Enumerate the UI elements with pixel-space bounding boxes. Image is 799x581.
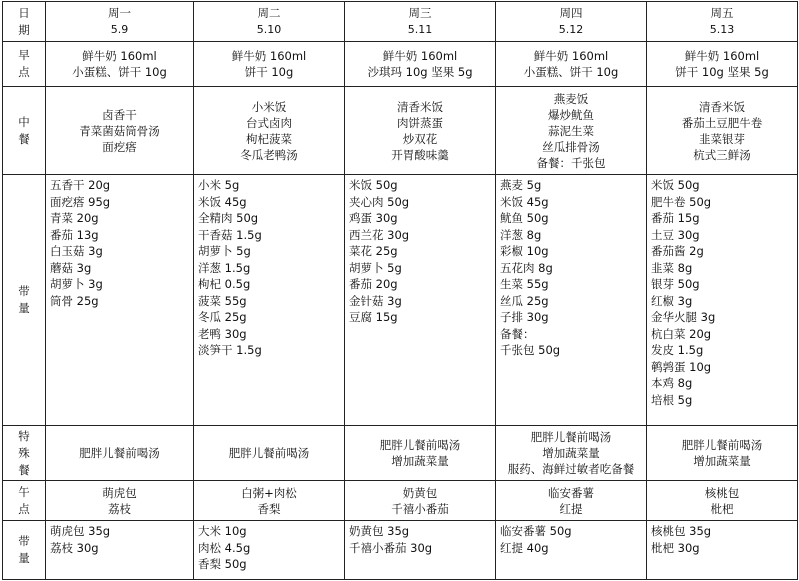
line-item: 沙琪玛 10g 坚果 5g bbox=[367, 65, 473, 79]
line-item: 白玉菇 3g bbox=[50, 244, 103, 258]
ingredients-row bbox=[3, 175, 798, 426]
breakfast-row bbox=[3, 42, 798, 87]
line-item: 千张包 50g bbox=[500, 343, 561, 357]
special-cell bbox=[496, 426, 647, 481]
row-label-date bbox=[3, 2, 46, 42]
line-item: 青菜菌菇筒骨汤 bbox=[79, 123, 160, 138]
snack-ingredients-cell bbox=[194, 521, 345, 580]
day-header bbox=[496, 2, 647, 42]
breakfast-cell bbox=[46, 42, 194, 87]
line-item: 核桃包 35g bbox=[651, 524, 712, 538]
special-cell bbox=[194, 426, 345, 481]
lunch-row bbox=[3, 87, 798, 175]
weekly-menu-table bbox=[2, 1, 798, 580]
line-item: 饼干 10g bbox=[244, 65, 294, 79]
line-item: 生菜 55g bbox=[500, 277, 549, 291]
line-item: 培根 5g bbox=[651, 392, 693, 407]
line-item: 杭白菜 20g bbox=[651, 326, 712, 341]
line-item: 鸡蛋 30g bbox=[349, 211, 398, 225]
day-name: 周四 bbox=[559, 6, 583, 20]
line-item: 早 bbox=[18, 48, 30, 62]
snack-cell bbox=[647, 481, 798, 521]
line-item: 香梨 bbox=[257, 501, 281, 516]
line-item: 清香米饭 bbox=[699, 99, 745, 114]
line-item: 鲜牛奶 160ml bbox=[533, 49, 609, 63]
line-item: 菜花 25g bbox=[349, 244, 398, 258]
line-item: 青菜 20g bbox=[50, 211, 99, 225]
breakfast-cell bbox=[496, 42, 647, 87]
day-date: 5.11 bbox=[407, 23, 433, 36]
line-item: 奶黄包 35g bbox=[349, 524, 410, 538]
line-item: 全精肉 50g bbox=[198, 211, 259, 225]
line-item: 夹心肉 50g bbox=[349, 194, 410, 209]
day-name: 周五 bbox=[710, 6, 734, 20]
ingredients-cell bbox=[647, 175, 798, 426]
day-date: 5.13 bbox=[709, 23, 735, 36]
line-item: 番茄土豆肥牛卷 bbox=[681, 115, 763, 130]
row-label-snack bbox=[3, 481, 46, 521]
line-item: 燕麦 5g bbox=[500, 178, 542, 192]
line-item: 土豆 30g bbox=[651, 227, 700, 242]
line-item: 发皮 1.5g bbox=[651, 343, 704, 357]
line-item: 期 bbox=[18, 22, 30, 37]
line-item: 胡萝卜 5g bbox=[349, 260, 402, 275]
line-item: 肥胖儿餐前喝汤 bbox=[379, 438, 461, 452]
line-item: 大米 10g bbox=[198, 524, 247, 538]
line-item: 小米 5g bbox=[198, 178, 240, 192]
line-item: 临安番薯 bbox=[548, 485, 594, 500]
line-item: 小蛋糕、饼干 10g bbox=[72, 65, 167, 79]
line-item: 殊 bbox=[18, 445, 30, 460]
line-item: 饼干 10g 坚果 5g bbox=[675, 65, 769, 79]
line-item: 增加蔬菜量 bbox=[693, 454, 751, 468]
breakfast-cell bbox=[345, 42, 496, 87]
lunch-cell bbox=[345, 87, 496, 175]
line-item: 银芽 50g bbox=[651, 277, 700, 291]
line-item: 千禧小番茄 bbox=[391, 501, 449, 516]
line-item: 金华火腿 3g bbox=[651, 310, 716, 324]
line-item: 彩椒 10g bbox=[500, 244, 549, 258]
line-item: 临安番薯 50g bbox=[500, 524, 572, 538]
line-item: 香梨 50g bbox=[198, 557, 247, 571]
line-item: 增加蔬菜量 bbox=[391, 454, 449, 468]
line-item: 洋葱 1.5g bbox=[198, 260, 251, 275]
line-item: 杭式三鲜汤 bbox=[693, 147, 751, 162]
row-label-breakfast bbox=[3, 42, 46, 87]
snack-ingredients-row bbox=[3, 521, 798, 580]
line-item: 淡笋干 1.5g bbox=[198, 343, 262, 357]
line-item: 鲜牛奶 160ml bbox=[231, 49, 307, 63]
line-item: 洋葱 8g bbox=[500, 227, 542, 242]
line-item: 番茄 15g bbox=[651, 211, 700, 225]
day-header bbox=[345, 2, 496, 42]
day-header bbox=[647, 2, 798, 42]
line-item: 老鸭 30g bbox=[198, 326, 247, 341]
line-item: 米饭 45g bbox=[500, 194, 549, 209]
line-item: 肥胖儿餐前喝汤 bbox=[681, 438, 763, 452]
snack-ingredients-cell bbox=[46, 521, 194, 580]
line-item: 肥胖儿餐前喝汤 bbox=[530, 430, 612, 444]
lunch-cell bbox=[496, 87, 647, 175]
line-item: 肥胖儿餐前喝汤 bbox=[228, 446, 310, 460]
line-item: 红提 bbox=[559, 501, 583, 516]
snack-ingredients-cell bbox=[496, 521, 647, 580]
line-item: 米饭 50g bbox=[349, 178, 398, 192]
row-label-special bbox=[3, 426, 46, 481]
line-item: 增加蔬菜量 bbox=[542, 446, 600, 460]
snack-cell bbox=[194, 481, 345, 521]
line-item: 五香干 20g bbox=[50, 178, 111, 192]
line-item: 金针菇 3g bbox=[349, 293, 402, 308]
line-item: 备餐：千张包 bbox=[536, 155, 606, 170]
line-item: 日 bbox=[18, 5, 30, 20]
line-item: 番茄 13g bbox=[50, 227, 99, 242]
line-item: 冬瓜老鸭汤 bbox=[240, 147, 298, 162]
line-item: 千禧小番茄 30g bbox=[349, 540, 433, 555]
line-item: 丝瓜排骨汤 bbox=[542, 139, 600, 154]
day-name: 周三 bbox=[408, 6, 432, 20]
line-item: 荔枝 bbox=[108, 501, 131, 516]
line-item: 菠菜 55g bbox=[198, 293, 247, 308]
snack-cell bbox=[46, 481, 194, 521]
line-item: 中 bbox=[18, 114, 30, 129]
line-item: 枸杞 0.5g bbox=[198, 277, 251, 291]
line-item: 鲜牛奶 160ml bbox=[382, 49, 458, 63]
lunch-cell bbox=[194, 87, 345, 175]
line-item: 卤香干 bbox=[102, 107, 137, 122]
line-item: 鲜牛奶 160ml bbox=[82, 49, 157, 63]
breakfast-cell bbox=[194, 42, 345, 87]
snack-cell bbox=[496, 481, 647, 521]
breakfast-cell bbox=[647, 42, 798, 87]
date-row bbox=[3, 2, 798, 42]
line-item: 米饭 45g bbox=[198, 194, 247, 209]
line-item: 清香米饭 bbox=[397, 99, 443, 114]
line-item: 子排 30g bbox=[500, 310, 549, 324]
snack-ingredients-cell bbox=[647, 521, 798, 580]
line-item: 带 bbox=[18, 534, 30, 548]
line-item: 鱿鱼 50g bbox=[500, 211, 549, 225]
special-cell bbox=[345, 426, 496, 481]
line-item: 台式卤肉 bbox=[246, 115, 292, 130]
ingredients-cell bbox=[46, 175, 194, 426]
line-item: 肥牛卷 50g bbox=[651, 194, 712, 209]
line-item: 小蛋糕、饼干 10g bbox=[523, 65, 619, 79]
row-label-snack-ingredients bbox=[3, 521, 46, 580]
special-cell bbox=[647, 426, 798, 481]
special-row bbox=[3, 426, 798, 481]
line-item: 量 bbox=[18, 301, 30, 315]
line-item: 燕麦饭 bbox=[553, 91, 589, 106]
line-item: 带 bbox=[18, 284, 30, 298]
line-item: 枸杞菠菜 bbox=[246, 131, 292, 146]
day-name: 周二 bbox=[257, 6, 281, 20]
line-item: 冬瓜 25g bbox=[198, 310, 247, 324]
line-item: 面疙瘩 bbox=[102, 139, 137, 154]
line-item: 肉饼蒸蛋 bbox=[397, 115, 443, 130]
day-date: 5.9 bbox=[110, 23, 129, 36]
line-item: 红提 40g bbox=[500, 540, 549, 555]
line-item: 番茄酱 2g bbox=[651, 244, 704, 258]
day-date: 5.10 bbox=[256, 23, 282, 36]
line-item: 量 bbox=[18, 551, 30, 565]
line-item: 豆腐 15g bbox=[349, 310, 398, 324]
ingredients-cell bbox=[496, 175, 647, 426]
line-item: 五花肉 8g bbox=[500, 260, 553, 275]
line-item: 餐 bbox=[18, 131, 30, 146]
line-item: 萌虎包 bbox=[102, 485, 137, 500]
line-item: 筒骨 25g bbox=[50, 293, 99, 308]
line-item: 蒜泥生菜 bbox=[548, 123, 594, 138]
line-item: 服药、海鲜过敏者吃备餐 bbox=[507, 462, 635, 476]
day-header bbox=[46, 2, 194, 42]
line-item: 本鸡 8g bbox=[651, 376, 693, 390]
day-header bbox=[194, 2, 345, 42]
line-item: 鲜牛奶 160ml bbox=[684, 49, 760, 63]
line-item: 小米饭 bbox=[251, 99, 287, 114]
line-item: 炒双花 bbox=[402, 131, 438, 146]
ingredients-cell bbox=[345, 175, 496, 426]
line-item: 鹌鹑蛋 10g bbox=[651, 359, 712, 374]
line-item: 备餐： bbox=[500, 326, 535, 341]
line-item: 点 bbox=[18, 65, 30, 79]
line-item: 肥胖儿餐前喝汤 bbox=[79, 446, 160, 460]
line-item: 面疙瘩 95g bbox=[50, 194, 111, 209]
line-item: 韭菜银芽 bbox=[699, 131, 745, 146]
line-item: 枇杷 bbox=[710, 501, 734, 516]
line-item: 西兰花 30g bbox=[349, 227, 410, 242]
line-item: 番茄 20g bbox=[349, 277, 398, 291]
lunch-cell bbox=[46, 87, 194, 175]
line-item: 米饭 50g bbox=[651, 178, 700, 192]
row-label-ingredients bbox=[3, 175, 46, 426]
line-item: 蘑菇 3g bbox=[50, 260, 92, 275]
day-date: 5.12 bbox=[558, 23, 584, 36]
ingredients-cell bbox=[194, 175, 345, 426]
line-item: 餐 bbox=[18, 462, 30, 477]
snack-ingredients-cell bbox=[345, 521, 496, 580]
line-item: 白粥+肉松 bbox=[241, 485, 297, 500]
line-item: 肉松 4.5g bbox=[198, 540, 251, 555]
line-item: 韭菜 8g bbox=[651, 260, 693, 275]
line-item: 点 bbox=[18, 501, 30, 516]
line-item: 红椒 3g bbox=[651, 293, 693, 308]
line-item: 干香菇 1.5g bbox=[198, 227, 262, 242]
line-item: 枇杷 30g bbox=[651, 540, 700, 555]
snack-row bbox=[3, 481, 798, 521]
row-label-lunch bbox=[3, 87, 46, 175]
line-item: 午 bbox=[18, 484, 30, 499]
day-name: 周一 bbox=[108, 6, 131, 20]
line-item: 爆炒鱿鱼 bbox=[548, 107, 594, 122]
line-item: 奶黄包 bbox=[402, 485, 438, 500]
special-cell bbox=[46, 426, 194, 481]
lunch-cell bbox=[647, 87, 798, 175]
line-item: 特 bbox=[18, 428, 30, 443]
line-item: 丝瓜 25g bbox=[500, 293, 549, 308]
line-item: 胡萝卜 3g bbox=[50, 277, 103, 291]
line-item: 开胃酸味羹 bbox=[391, 147, 449, 162]
line-item: 萌虎包 35g bbox=[50, 524, 111, 538]
line-item: 胡萝卜 5g bbox=[198, 244, 251, 258]
snack-cell bbox=[345, 481, 496, 521]
line-item: 荔枝 30g bbox=[50, 540, 99, 555]
line-item: 核桃包 bbox=[704, 485, 740, 500]
